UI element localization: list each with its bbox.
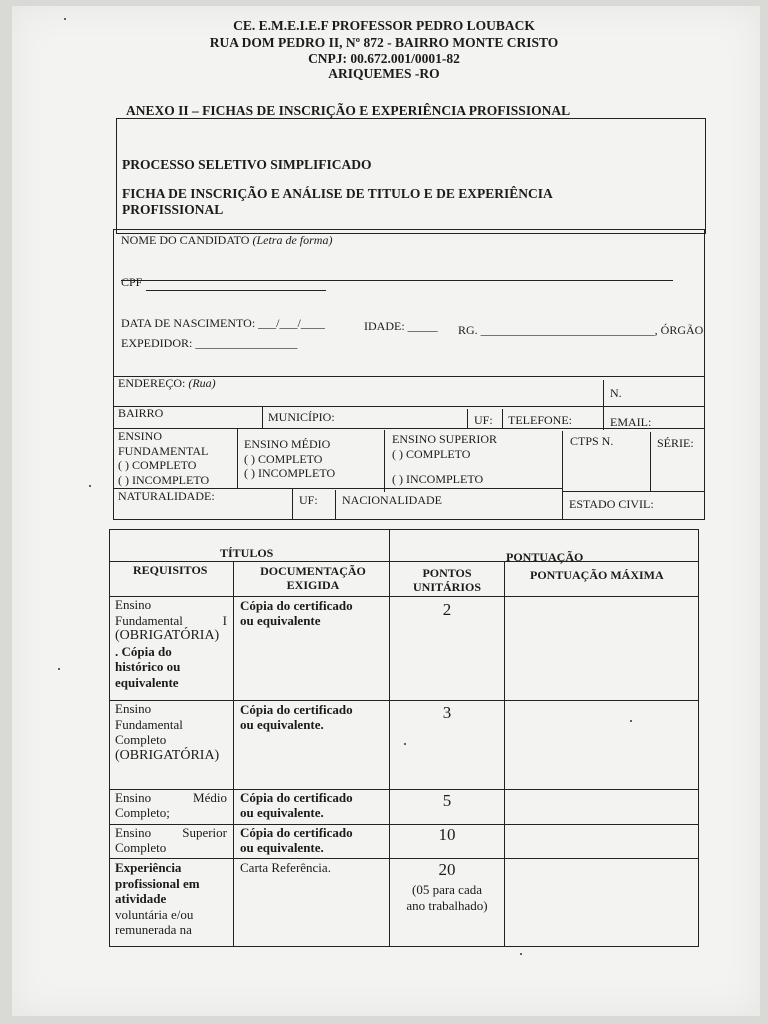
requisito-superior-completo: Ensino Superior Completo <box>115 825 227 855</box>
pontos-row-2: 3 <box>442 703 452 722</box>
documento-row-4: Cópia do certificado ou equivalente. <box>240 825 353 855</box>
nacionalidade-label: NACIONALIDADE <box>342 493 442 507</box>
requisito-fundamental-i: Ensino Fundamental I (OBRIGATÓRIA) . Cópia do histórico ou equivalente <box>115 597 227 690</box>
ensino-superior-block: ENSINO SUPERIOR ( ) COMPLETO ( ) INCOMPLETO <box>392 432 498 486</box>
annex-title: ANEXO II – FICHAS DE INSCRIÇÃO E EXPERIÊNCIA PROFISSIONAL <box>126 103 571 118</box>
pontos-row-5-note: (05 para cada ano trabalhado) <box>406 882 488 913</box>
bairro-label: BAIRRO <box>118 406 164 420</box>
school-name: CE. E.M.E.I.E.F PROFESSOR PEDRO LOUBACK <box>233 18 535 33</box>
pontos-row-1: 2 <box>442 600 452 619</box>
ensino-medio-block: ENSINO MÉDIO ( ) COMPLETO ( ) INCOMPLETO <box>244 437 336 480</box>
scan-speck <box>520 953 522 955</box>
form-subtitle-2: PROFISSIONAL <box>122 202 224 217</box>
scan-speck <box>58 668 60 670</box>
school-cnpj: CNPJ: 00.672.001/0001-82 <box>308 51 460 66</box>
documento-row-5: Carta Referência. <box>240 860 331 875</box>
name-label: NOME DO CANDIDATO (Letra de forma) <box>121 233 333 247</box>
medio-incompleto-checkbox[interactable]: ( ) INCOMPLETO <box>244 466 336 480</box>
serie-label: SÉRIE: <box>657 436 694 450</box>
requisitos-header: REQUISITOS <box>133 563 208 577</box>
cpf-label: CPF <box>121 275 143 289</box>
pontos-row-5: 20 <box>438 860 456 879</box>
municipio-label: MUNICÍPIO: <box>268 410 335 424</box>
issuer-label: EXPEDIDOR: _________________ <box>121 336 298 350</box>
address-hint: (Rua) <box>188 376 216 390</box>
requisito-fundamental-completo: Ensino Fundamental Completo (OBRIGATÓRIA) <box>115 701 220 763</box>
pontos-row-3: 5 <box>442 791 452 810</box>
scan-speck <box>89 485 91 487</box>
documento-row-3: Cópia do certificado ou equivalente. <box>240 790 353 820</box>
age-label: IDADE: _____ <box>364 319 438 333</box>
requisito-experiencia: Experiência profissional em atividade voluntária e/ou remunerada na <box>115 860 200 937</box>
naturalidade-label: NATURALIDADE: <box>118 489 215 503</box>
scan-speck <box>64 18 66 20</box>
pontuacao-header: PONTUAÇÃO <box>506 550 584 564</box>
titulos-header: TÍTULOS <box>220 546 274 560</box>
maxima-header: PONTUAÇÃO MÁXIMA <box>530 568 664 582</box>
documento-row-1: Cópia do certificado ou equivalente <box>240 598 353 628</box>
superior-completo-checkbox[interactable]: ( ) COMPLETO <box>392 447 471 461</box>
birth-date-label: DATA DE NASCIMENTO: ___/___/____ <box>121 316 325 330</box>
cpf-field-line[interactable] <box>146 290 326 291</box>
medio-completo-checkbox[interactable]: ( ) COMPLETO <box>244 451 323 466</box>
email-label: EMAIL: <box>610 415 652 429</box>
documentacao-header: DOCUMENTAÇÃO EXIGIDA <box>260 564 366 592</box>
superior-incompleto-checkbox[interactable]: ( ) INCOMPLETO <box>392 472 484 486</box>
process-title: PROCESSO SELETIVO SIMPLIFICADO <box>122 157 372 172</box>
school-city: ARIQUEMES -RO <box>328 66 440 81</box>
pontos-row-4: 10 <box>438 825 456 844</box>
scan-speck <box>630 720 632 722</box>
school-address: RUA DOM PEDRO II, Nº 872 - BAIRRO MONTE CRISTO <box>209 35 559 50</box>
estado-civil-label: ESTADO CIVIL: <box>569 497 654 511</box>
rg-label: RG. _____________________________, ÓRGÃO <box>458 323 704 337</box>
scan-speck <box>404 743 406 745</box>
fundamental-completo-checkbox[interactable]: ( ) COMPLETO <box>118 458 197 472</box>
pontos-header: PONTOS UNITÁRIOS <box>412 566 481 594</box>
documento-row-2: Cópia do certificado ou equivalente. <box>240 702 353 732</box>
fundamental-incompleto-checkbox[interactable]: ( ) INCOMPLETO <box>118 472 210 487</box>
number-label: N. <box>610 386 622 400</box>
address-label: ENDEREÇO: (Rua) <box>118 376 216 390</box>
uf-label: UF: <box>474 413 493 427</box>
ensino-fundamental-block: ENSINO FUNDAMENTAL ( ) COMPLETO ( ) INCOMPLETO <box>118 429 210 487</box>
telefone-label: TELEFONE: <box>508 413 572 427</box>
uf2-label: UF: <box>299 493 318 507</box>
ctps-label: CTPS N. <box>570 434 614 448</box>
form-subtitle-1: FICHA DE INSCRIÇÃO E ANÁLISE DE TITULO E DE EXPERIÊNCIA <box>122 186 553 201</box>
name-field-line[interactable] <box>121 280 673 281</box>
requisito-medio-completo: Ensino Médio Completo; <box>115 790 227 820</box>
name-hint: (Letra de forma) <box>252 233 333 247</box>
